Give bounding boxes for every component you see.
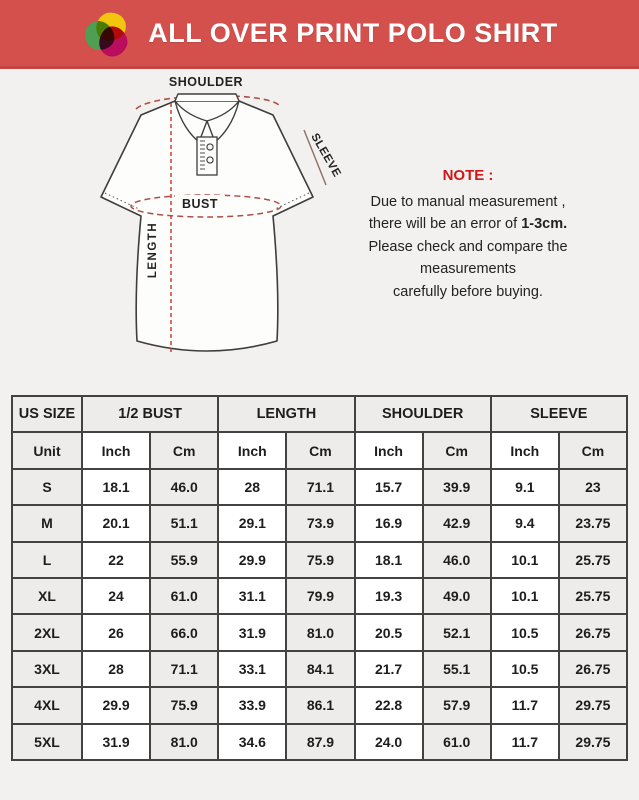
value-cell: 29.1	[218, 505, 286, 541]
page-title: ALL OVER PRINT POLO SHIRT	[148, 17, 558, 48]
group-header-cell: 1/2 BUST	[82, 396, 218, 432]
value-cell: 61.0	[150, 578, 218, 614]
group-header-cell: US SIZE	[12, 396, 82, 432]
unit-cell: Inch	[355, 432, 423, 468]
note-line-1: Due to manual measurement ,	[370, 193, 566, 210]
value-cell: 75.9	[150, 687, 218, 723]
value-cell: 24.0	[355, 724, 423, 760]
value-cell: 51.1	[150, 505, 218, 541]
value-cell: 31.9	[82, 724, 150, 760]
value-cell: 81.0	[150, 724, 218, 760]
value-cell: 10.5	[491, 651, 559, 687]
value-cell: 75.9	[286, 542, 354, 578]
unit-cell: Cm	[423, 432, 491, 468]
value-cell: 86.1	[286, 687, 354, 723]
note-heading: NOTE :	[442, 167, 494, 184]
value-cell: 73.9	[286, 505, 354, 541]
value-cell: 20.5	[355, 614, 423, 650]
note-line-2-text: there will be an error of	[368, 216, 522, 232]
value-cell: 25.75	[559, 542, 627, 578]
value-cell: 52.1	[423, 614, 491, 650]
value-cell: 28	[218, 469, 286, 505]
size-cell: 4XL	[12, 687, 82, 723]
value-cell: 26	[82, 614, 150, 650]
value-cell: 39.9	[423, 469, 491, 505]
value-cell: 71.1	[286, 469, 354, 505]
value-cell: 16.9	[355, 505, 423, 541]
value-cell: 87.9	[286, 724, 354, 760]
value-cell: 29.75	[559, 687, 627, 723]
value-cell: 61.0	[423, 724, 491, 760]
size-table	[11, 395, 628, 761]
value-cell: 33.9	[218, 687, 286, 723]
value-cell: 23	[559, 469, 627, 505]
value-cell: 15.7	[355, 469, 423, 505]
group-header-cell: SLEEVE	[491, 396, 627, 432]
unit-cell: Cm	[286, 432, 354, 468]
value-cell: 10.5	[491, 614, 559, 650]
size-cell: M	[12, 505, 82, 541]
brand-logo-icon	[81, 5, 135, 61]
size-row	[12, 578, 627, 614]
value-cell: 22.8	[355, 687, 423, 723]
value-cell: 10.1	[491, 578, 559, 614]
value-cell: 81.0	[286, 614, 354, 650]
size-row	[12, 651, 627, 687]
size-table-body	[12, 396, 627, 760]
note-line-2	[320, 213, 616, 236]
group-header-cell: SHOULDER	[355, 396, 491, 432]
note-line-3: Please check and compare the measurements	[368, 238, 568, 277]
unit-cell: Cm	[150, 432, 218, 468]
unit-cell: Unit	[12, 432, 82, 468]
value-cell: 71.1	[150, 651, 218, 687]
value-cell: 18.1	[355, 542, 423, 578]
size-row	[12, 614, 627, 650]
value-cell: 84.1	[286, 651, 354, 687]
value-cell: 29.75	[559, 724, 627, 760]
value-cell: 9.1	[491, 469, 559, 505]
unit-cell: Cm	[559, 432, 627, 468]
value-cell: 55.9	[150, 542, 218, 578]
size-cell: 3XL	[12, 651, 82, 687]
value-cell: 57.9	[423, 687, 491, 723]
table-unit-row	[12, 432, 627, 468]
note-block	[320, 165, 616, 303]
value-cell: 31.9	[218, 614, 286, 650]
sleeve-measure-label: SLEEVE	[308, 131, 343, 180]
value-cell: 10.1	[491, 542, 559, 578]
value-cell: 46.0	[423, 542, 491, 578]
size-cell: XL	[12, 578, 82, 614]
bust-measure-label: BUST	[181, 197, 219, 211]
size-cell: 5XL	[12, 724, 82, 760]
value-cell: 33.1	[218, 651, 286, 687]
value-cell: 31.1	[218, 578, 286, 614]
placket-button-top	[207, 144, 213, 150]
value-cell: 23.75	[559, 505, 627, 541]
size-row	[12, 724, 627, 760]
note-line-4: carefully before buying.	[393, 283, 543, 300]
header-bar	[0, 0, 639, 69]
value-cell: 46.0	[150, 469, 218, 505]
shoulder-measure-label: SHOULDER	[168, 75, 244, 89]
unit-cell: Inch	[491, 432, 559, 468]
value-cell: 29.9	[218, 542, 286, 578]
size-row	[12, 505, 627, 541]
group-header-cell: LENGTH	[218, 396, 354, 432]
size-table-section	[0, 395, 639, 761]
value-cell: 79.9	[286, 578, 354, 614]
value-cell: 20.1	[82, 505, 150, 541]
value-cell: 22	[82, 542, 150, 578]
value-cell: 42.9	[423, 505, 491, 541]
value-cell: 11.7	[491, 687, 559, 723]
unit-cell: Inch	[218, 432, 286, 468]
length-measure-label: LENGTH	[147, 221, 159, 279]
size-row	[12, 469, 627, 505]
polo-shirt-diagram	[57, 69, 347, 391]
value-cell: 18.1	[82, 469, 150, 505]
size-cell: S	[12, 469, 82, 505]
value-cell: 34.6	[218, 724, 286, 760]
value-cell: 21.7	[355, 651, 423, 687]
placket-button-bottom	[207, 157, 213, 163]
size-row	[12, 542, 627, 578]
value-cell: 66.0	[150, 614, 218, 650]
value-cell: 26.75	[559, 614, 627, 650]
note-line-2-bold: 1-3cm.	[521, 216, 568, 232]
value-cell: 28	[82, 651, 150, 687]
collar-band	[175, 94, 239, 101]
table-group-header-row	[12, 396, 627, 432]
value-cell: 49.0	[423, 578, 491, 614]
value-cell: 24	[82, 578, 150, 614]
unit-cell: Inch	[82, 432, 150, 468]
value-cell: 25.75	[559, 578, 627, 614]
measurement-diagram-section	[0, 69, 639, 395]
value-cell: 29.9	[82, 687, 150, 723]
value-cell: 55.1	[423, 651, 491, 687]
size-cell: 2XL	[12, 614, 82, 650]
value-cell: 26.75	[559, 651, 627, 687]
size-cell: L	[12, 542, 82, 578]
value-cell: 19.3	[355, 578, 423, 614]
value-cell: 11.7	[491, 724, 559, 760]
size-row	[12, 687, 627, 723]
value-cell: 9.4	[491, 505, 559, 541]
